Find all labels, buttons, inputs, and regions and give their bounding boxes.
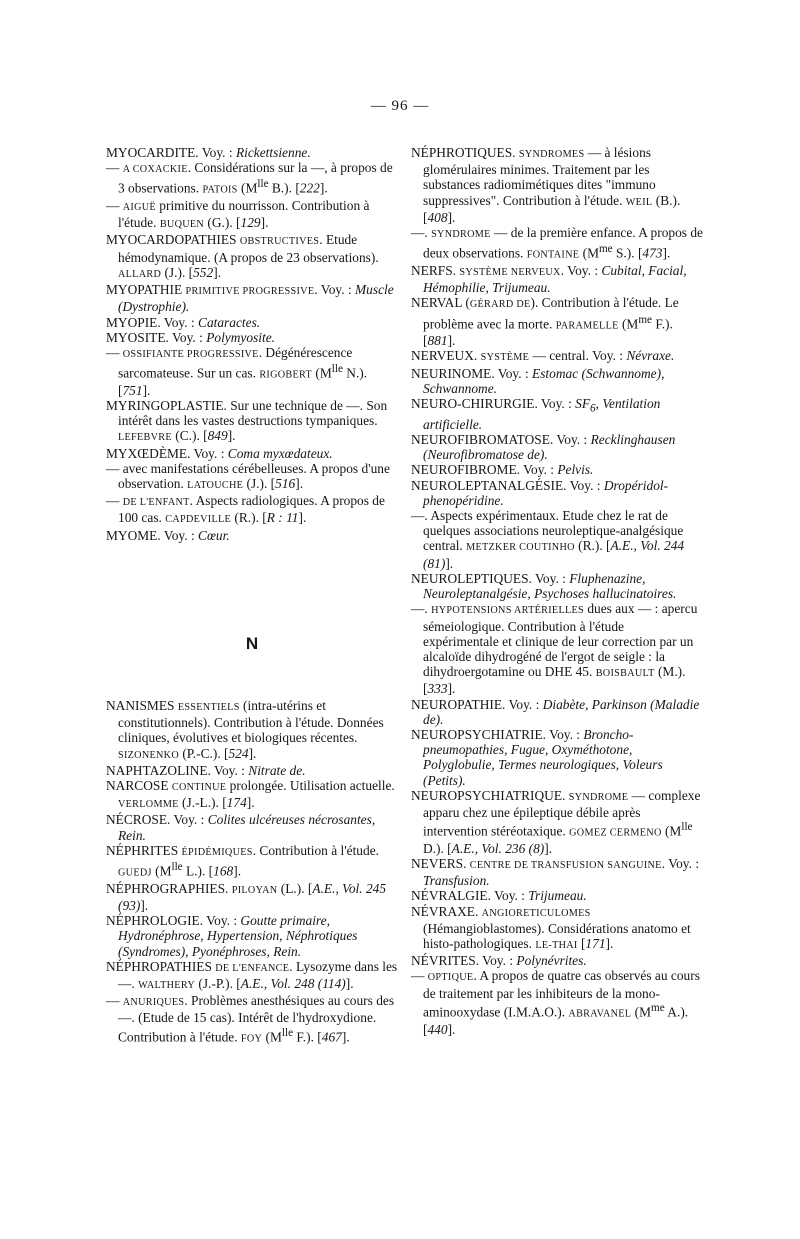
index-entry: —. Aspects expérimentaux. Etude chez le rat de quelques associations neuroleptique-analgésique central. METZKER COUTINHO (R.). [A.E., Vol. 244 (81)].	[411, 508, 685, 571]
index-entry: MYOCARDITE. Voy. : Rickettsienne.	[106, 145, 311, 160]
index-entry: NÉPHRITES ÉPIDÉMIQUES. Contribution à l'étude. GUEDJ ($M^{lle}$ L.). [168].	[106, 842, 379, 879]
index-entry: NÉVRITES. Voy. : Polynévrites.	[411, 953, 587, 969]
index-entry: — A COXACKIE. Considérations sur la —, à propos de 3 observations. PATOIS ($M^{lle}$ B.). [222].	[106, 160, 393, 196]
index-entry: NÉPHROPATHIES DE L'ENFANCE. Lysozyme dans les —. WALTHERY (J.-P.). [A.E., Vol. 248 (114)].	[106, 958, 398, 991]
page-number: — 96 —	[370, 98, 430, 114]
index-entry: — OSSIFIANTE PROGRESSIVE. Dégénérescence sarcomateuse. Sur un cas. RIGOBERT ($M^{lle}$ N.). [751].	[106, 344, 368, 398]
index-entry: NÉPHROGRAPHIES. PILOYAN (L.). [A.E., Vol. 245 (93)].	[106, 880, 387, 913]
index-entry: MYOCARDOPATHIES OBSTRUCTIVES. Etude hémodynamique. (A propos de 23 observations). ALLARD (J.). [552].	[106, 232, 379, 280]
index-entry: NERVEUX. SYSTÈME — central. Voy. : Névraxe.	[411, 348, 675, 364]
index-entry: NEUROPSYCHIATRIQUE. SYNDROME — complexe apparu chez une épileptique débile après intervention stéréotaxique. GOMEZ CERMENO ($M^{lle}$ D.). [A.E., Vol. 236 (8)].	[411, 787, 701, 856]
index-entry: — AIGUË primitive du nourrisson. Contribution à l'étude. BUQUEN (G.). [129].	[106, 198, 370, 231]
index-entry: NEVERS. CENTRE DE TRANSFUSION SANGUINE. Voy. : Transfusion.	[411, 856, 700, 889]
index-entry: MYOPIE. Voy. : Cataractes.	[106, 314, 261, 330]
left-column-top	[106, 145, 398, 543]
index-entry: NEURO-CHIRURGIE. Voy. : $SF_6$, Ventilation artificielle.	[411, 395, 661, 432]
index-entry: NÉVRAXE. ANGIORETICULOMES (Hémangioblastomes). Considérations anatomo et histo-pathologiques. LE-THAI [171].	[411, 903, 691, 952]
index-entry: — ANURIQUES. Problèmes anesthésiques au cours des —. (Etude de 15 cas). Intérêt de l'hydroxydione. Contribution à l'étude. FOY ($M^{lle}$ F.). [467].	[106, 993, 395, 1044]
index-entry: MYRINGOPLASTIE. Sur une technique de —. Son intérêt dans les vastes destructions tympaniques. LEFEBVRE (C.). [849].	[106, 397, 388, 444]
index-entry: NÉVRALGIE. Voy. : Trijumeau.	[411, 888, 587, 904]
index-entry: NEUROPATHIE. Voy. : Diabète, Parkinson (Maladie de).	[411, 696, 700, 727]
index-entry: —. SYNDROME — de la première enfance. A propos de deux observations. FONTAINE ($M^{me}$ S.). [473].	[411, 225, 703, 261]
index-entry: — avec manifestations cérébelleuses. A propos d'une observation. LATOUCHE (J.). [516].	[106, 460, 390, 491]
right-column	[411, 145, 703, 1037]
index-entry: — OPTIQUE. A propos de quatre cas observés au cours de traitement par les inhibiteurs de la mono-aminooxydase (I.M.A.O.). ABRAVANEL ($M^{me}$ A.). [440].	[411, 968, 700, 1037]
index-entry: NEURINOME. Voy. : Estomac (Schwannome), Schwannome.	[411, 365, 665, 396]
index-entry: NARCOSE CONTINUE prolongée. Utilisation actuelle. VERLOMME (J.-L.). [174].	[106, 778, 395, 811]
index-entry: NEUROFIBROMATOSE. Voy. : Recklinghausen (Neurofibromatose de).	[411, 432, 676, 463]
index-entry: NAPHTAZOLINE. Voy. : Nitrate de.	[106, 762, 306, 778]
index-entry: NEUROLEPTIQUES. Voy. : Fluphenazine, Neuroleptanalgésie, Psychoses hallucinatoires.	[411, 570, 677, 602]
index-entry: MYOME. Voy. : Cœur.	[106, 527, 230, 543]
section-letter-heading: N	[245, 634, 259, 653]
index-entry: MYXŒDÈME. Voy. : Coma myxœdateux.	[106, 445, 333, 461]
index-entry: —. HYPOTENSIONS ARTÉRIELLES dues aux — : apercu sémeiologique. Contribution à l'étude expérimentale et clinique de leur correction par un alcaloïde dihydrogéné de l'ergot de seigle : la dihydroergotamine ou DHE 45. BOISBAULT (M.). [333].	[411, 601, 698, 697]
index-entry: NEUROFIBROME. Voy. : Pelvis.	[411, 462, 594, 478]
index-entry: NEUROLEPTANALGÉSIE. Voy. : Dropéridol-phenopéridine.	[411, 477, 669, 508]
index-entry: MYOPATHIE PRIMITIVE PROGRESSIVE. Voy. : Muscle (Dystrophie).	[106, 282, 394, 315]
index-entry: NERVAL (GÉRARD DE). Contribution à l'étude. Le problème avec la morte. PARAMELLE ($M^{me}$ F.). [881].	[411, 295, 679, 349]
index-entry: NEUROPSYCHIATRIE. Voy. : Broncho-pneumopathies, Fugue, Oxyméthotone, Polyglobulie, Termes neurologiques, Voleurs (Petits).	[411, 726, 663, 788]
index-entry: — DE L'ENFANT. Aspects radiologiques. A propos de 100 cas. CAPDEVILLE (R.). [R : 11].	[106, 493, 385, 526]
index-entry: NÉPHROLOGIE. Voy. : Goutte primaire, Hydronéphrose, Hypertension, Néphrotiques (Syndromes), Pyonéphroses, Rein.	[106, 913, 358, 959]
left-column-bottom	[106, 698, 398, 1046]
index-entry: NÉPHROTIQUES. SYNDROMES — à lésions glomérulaires minimes. Traitement par les substances radiomimétiques dites "immuno suppressives". Contribution à l'étude. WEIL (B.). [408].	[411, 145, 681, 225]
index-entry: MYOSITE. Voy. : Polymyosite.	[106, 329, 275, 345]
index-entry: NANISMES ESSENTIELS (intra-utérins et constitutionnels). Contribution à l'étude. Données cliniques, évolutives et biologiques récentes. SIZONENKO (P.-C.). [524].	[106, 698, 384, 761]
index-entry: NÉCROSE. Voy. : Colites ulcéreuses nécrosantes, Rein.	[106, 812, 376, 843]
index-entry: NERFS. SYSTÈME NERVEUX. Voy. : Cubital, Facial, Hémophilie, Trijumeau.	[411, 262, 687, 296]
